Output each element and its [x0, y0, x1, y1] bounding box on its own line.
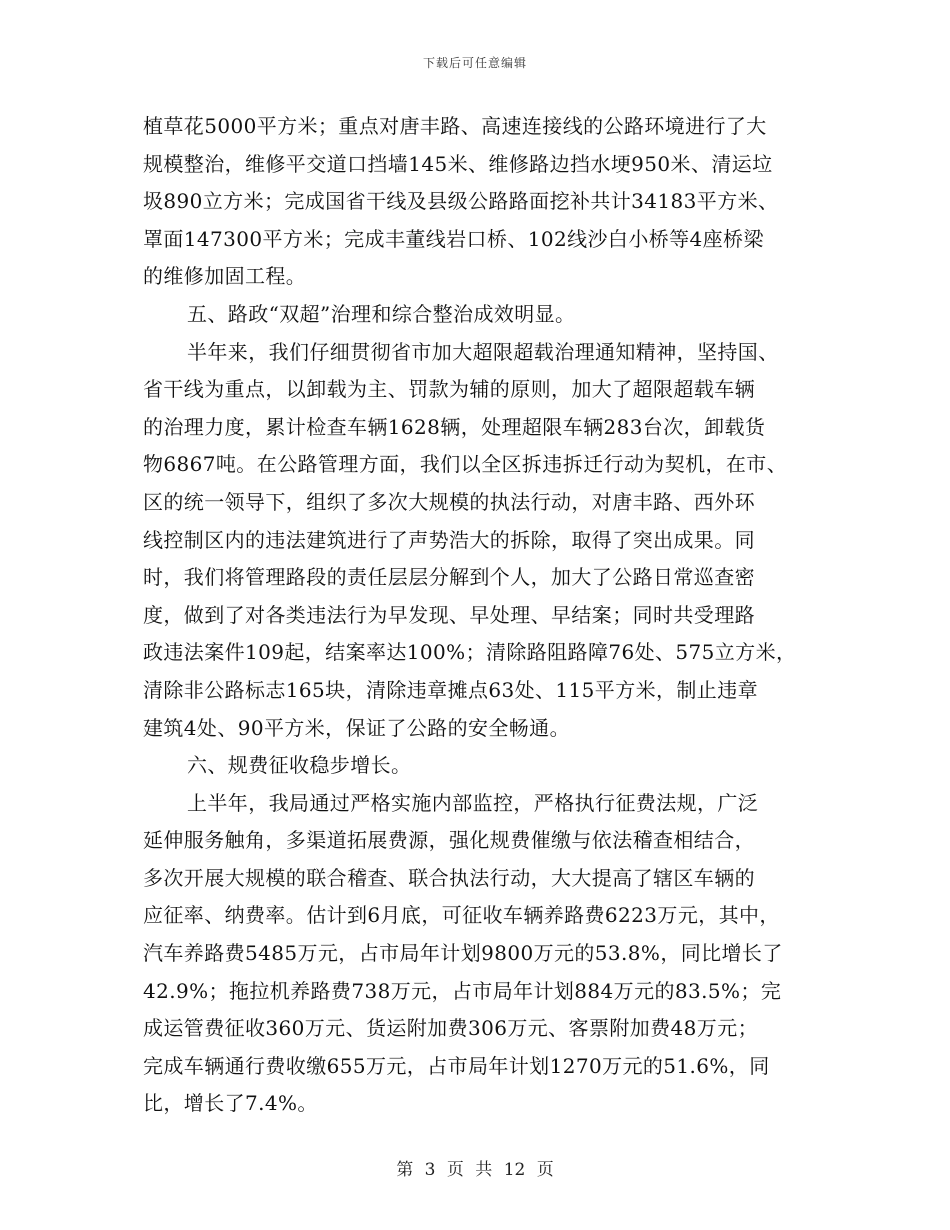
text-line: 植草花5000平方米；重点对唐丰路、高速连接线的公路环境进行了大 [143, 114, 767, 138]
text-line: 圾890立方米；完成国省干线及县级公路路面挖补共计34183平方米、 [143, 189, 779, 214]
text-line: 清除非公路标志165块，清除违章摊点63处、115平方米，制止违章 [143, 677, 758, 702]
text-line: 42.9%；拖拉机养路费738万元，占市局年计划884万元的83.5%；完 [143, 978, 782, 1003]
text-line: 比，增长了7.4%。 [143, 1091, 318, 1116]
section-heading-6: 六、规费征收稳步增长。 [187, 753, 412, 778]
text-line: 的维修加固工程。 [143, 264, 307, 289]
text-line: 时，我们将管理路段的责任层层分解到个人，加大了公路日常巡查密 [143, 565, 755, 590]
text-line: 完成车辆通行费收缴655万元，占市局年计划1270万元的51.6%，同 [143, 1053, 770, 1078]
text-line: 应征率、纳费率。估计到6月底，可征收车辆养路费6223万元，其中， [143, 903, 780, 928]
text-line: 汽车养路费5485万元，占市局年计划9800万元的53.8%，同比增长了 [143, 941, 783, 966]
text-line: 半年来，我们仔细贯彻省市加大超限超载治理通知精神，坚持国、 [187, 339, 779, 364]
text-line: 政违法案件109起，结案率达100%；清除路阻路障76处、575立方米， [143, 640, 797, 665]
text-line: 的治理力度，累计检查车辆1628辆，处理超限车辆283台次，卸载货 [143, 414, 766, 439]
text-line: 度，做到了对各类违法行为早发现、早处理、早结案；同时共受理路 [143, 602, 755, 627]
page-header: 下载后可任意编辑 [422, 56, 527, 70]
text-line: 延伸服务触角，多渠道拓展费源，强化规费催缴与依法稽查相结合， [143, 828, 755, 853]
page-number: 第 3 页 共 12 页 [396, 1160, 554, 1180]
text-line: 上半年，我局通过严格实施内部监控，严格执行征费法规，广泛 [187, 790, 759, 815]
text-line: 省干线为重点，以卸载为主、罚款为辅的原则，加大了超限超载车辆 [143, 377, 755, 402]
text-line: 罩面147300平方米；完成丰董线岩口桥、102线沙白小桥等4座桥梁 [143, 226, 764, 251]
text-line: 成运管费征收360万元、货运附加费306万元、客票附加费48万元； [143, 1016, 758, 1041]
text-line: 线控制区内的违法建筑进行了声势浩大的拆除，取得了突出成果。同 [143, 527, 755, 552]
text-line: 建筑4处、90平方米，保证了公路的安全畅通。 [143, 715, 570, 740]
text-line: 多次开展大规模的联合稽查、联合执法行动，大大提高了辖区车辆的 [143, 865, 755, 890]
text-line: 物6867吨。在公路管理方面，我们以全区拆违拆迁行动为契机，在市、 [143, 452, 788, 477]
section-heading-5: 五、路政“双超”治理和综合整治成效明显。 [187, 301, 576, 326]
text-line: 区的统一领导下，组织了多次大规模的执法行动，对唐丰路、西外环 [143, 489, 755, 514]
text-line: 规模整治，维修平交道口挡墙145米、维修路边挡水埂950米、清运垃 [143, 151, 773, 176]
document-body [143, 108, 823, 1123]
